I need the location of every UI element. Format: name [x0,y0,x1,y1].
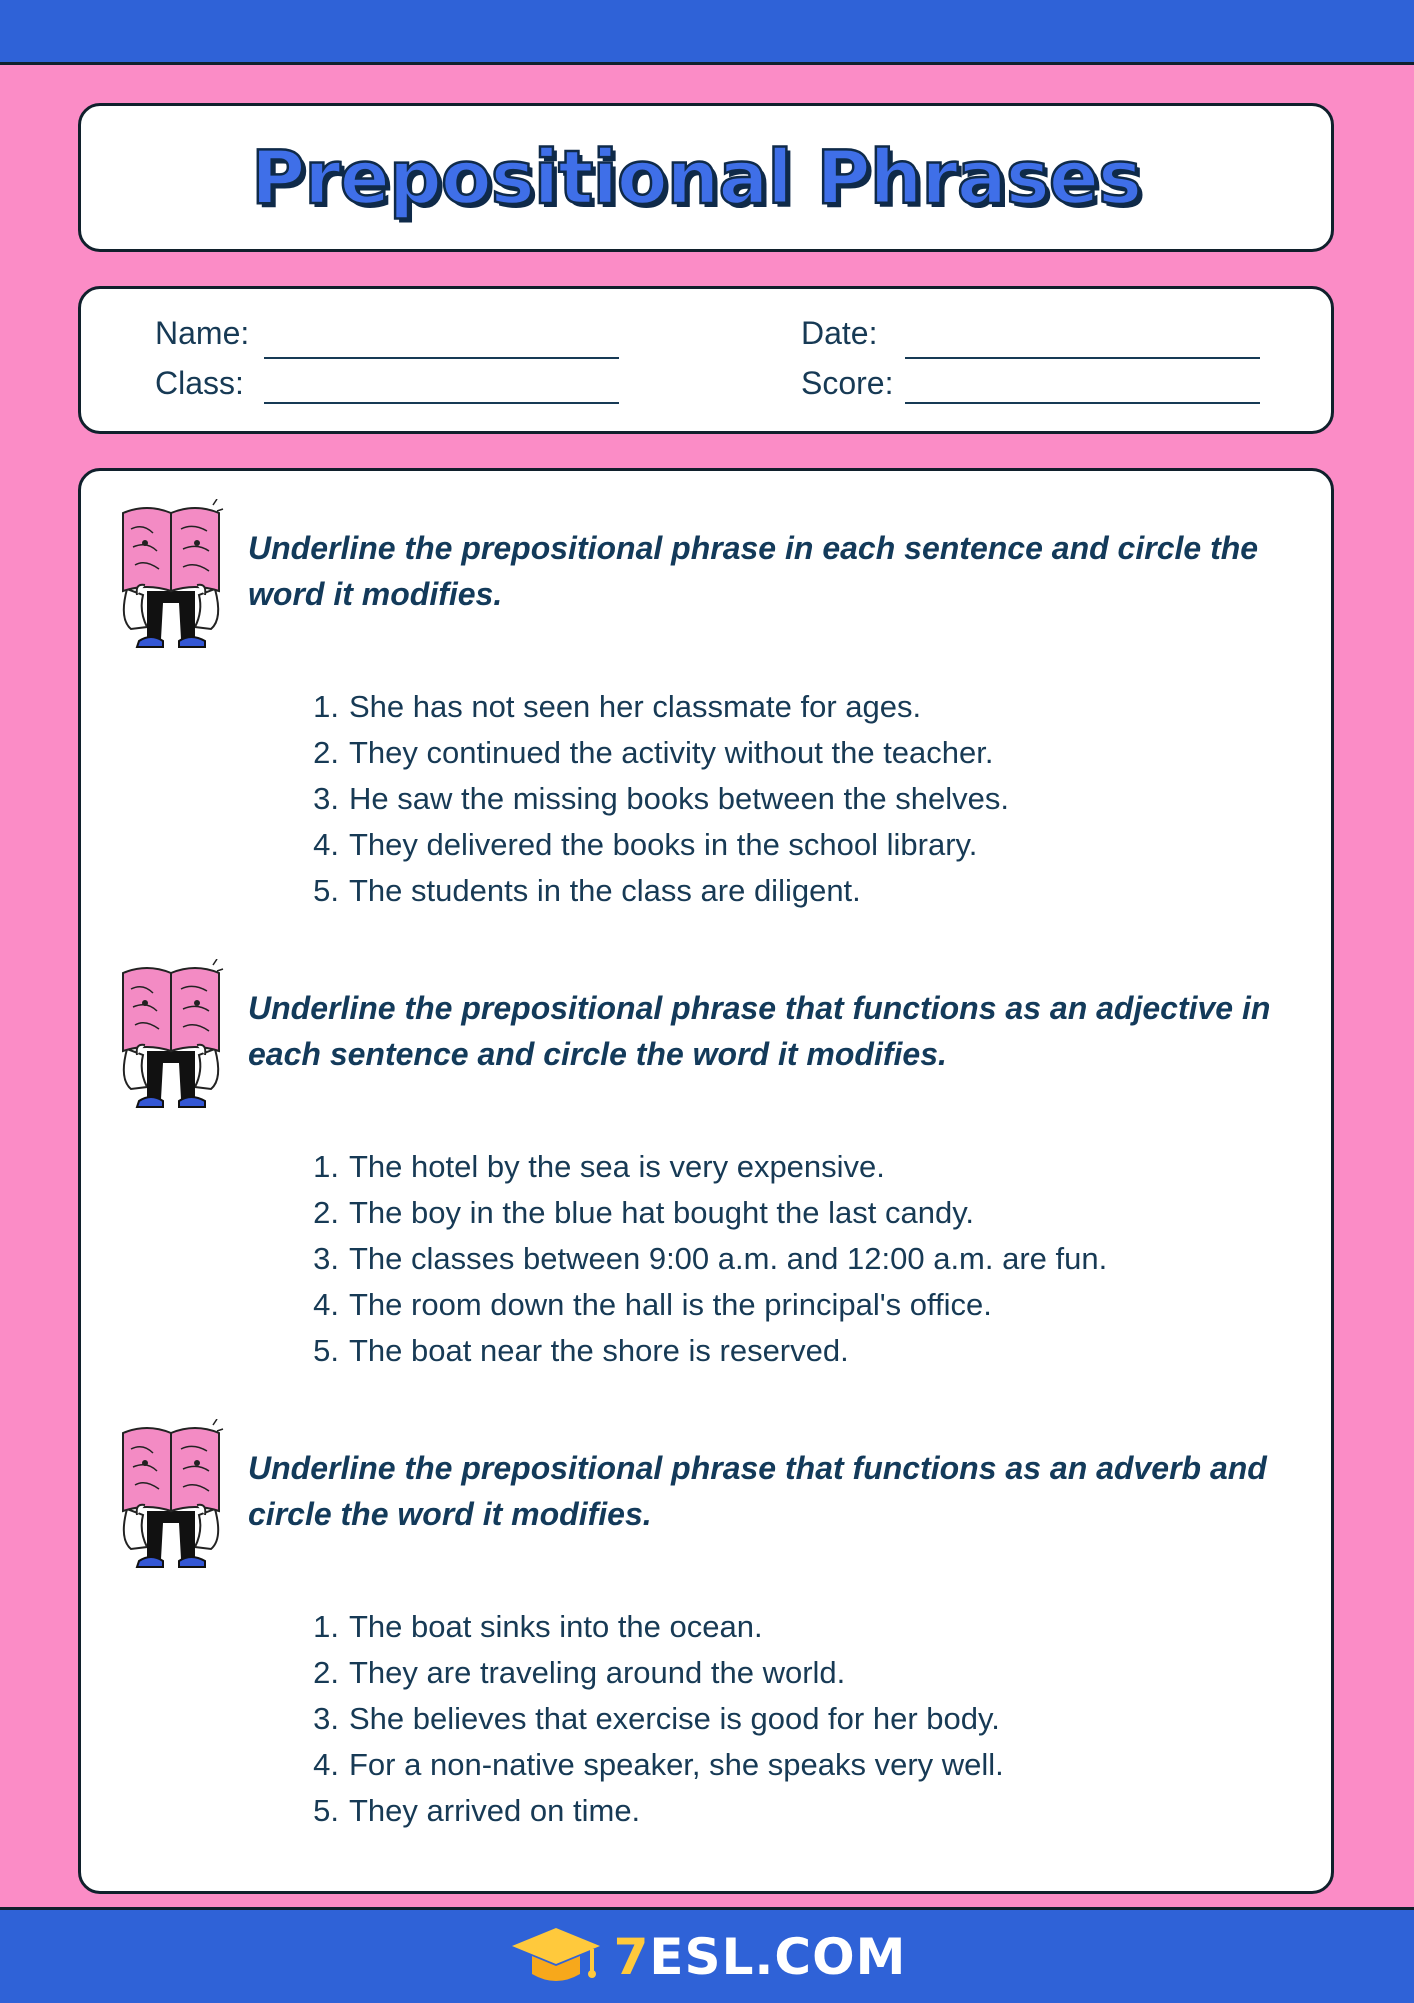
list-item: 1. She has not seen her classmate for ages. [313,689,922,724]
instruction-text: Underline the prepositional phrase that functions as an adjective in each sentence and circle the word it modifies. [248,990,1271,1072]
list-item: 4. The room down the hall is the principal's office. [313,1287,992,1322]
list-item: 3. He saw the missing books between the shelves. [313,781,1009,816]
list-item: 4. They delivered the books in the school library. [313,827,978,862]
list-item: 3. She believes that exercise is good for her body. [313,1701,1000,1736]
score-line[interactable] [905,401,1260,404]
title-card [78,103,1334,252]
logo-text: 7ESL.COM [613,1927,907,1986]
list-item: 5. They arrived on time. [313,1793,641,1828]
score-field [801,365,893,402]
instruction-text: Underline the prepositional phrase that functions as an adverb and circle the word it modifies. [248,1450,1267,1532]
graduation-cap-icon [508,1922,604,1992]
class-line[interactable] [264,401,619,404]
score-label: Score: [801,365,894,401]
top-band [0,0,1414,65]
list-item: 2. They are traveling around the world. [313,1655,846,1690]
instruction-text: Underline the prepositional phrase in each sentence and circle the word it modifies. [248,530,1259,612]
date-field [801,315,877,352]
page-title: Prepositional Phrases [250,134,1142,221]
list-item: 1. The hotel by the sea is very expensive. [313,1149,885,1184]
list-item: 2. The boy in the blue hat bought the last candy. [313,1195,975,1230]
name-line[interactable] [264,356,619,359]
class-label: Class: [155,365,244,401]
sentence-list [301,1144,1107,1374]
list-item: 5. The boat near the shore is reserved. [313,1333,849,1368]
site-logo[interactable] [508,1922,907,1992]
reading-person-icon [117,959,225,1111]
reading-person-icon [117,499,225,651]
sentence-list [301,684,1009,914]
name-label: Name: [155,315,250,351]
list-item: 4. For a non-native speaker, she speaks very well. [313,1747,1004,1782]
name-field [155,315,249,352]
date-label: Date: [801,315,878,351]
list-item: 2. They continued the activity without the teacher. [313,735,994,770]
list-item: 5. The students in the class are diligent. [313,873,861,908]
student-info-card [78,286,1334,434]
footer-band [0,1907,1414,2003]
list-item: 3. The classes between 9:00 a.m. and 12:00 a.m. are fun. [313,1241,1108,1276]
class-field [155,365,244,402]
reading-person-icon [117,1419,225,1571]
list-item: 1. The boat sinks into the ocean. [313,1609,763,1644]
date-line[interactable] [905,356,1260,359]
sentence-list [301,1604,1004,1834]
exercise-card [78,468,1334,1894]
